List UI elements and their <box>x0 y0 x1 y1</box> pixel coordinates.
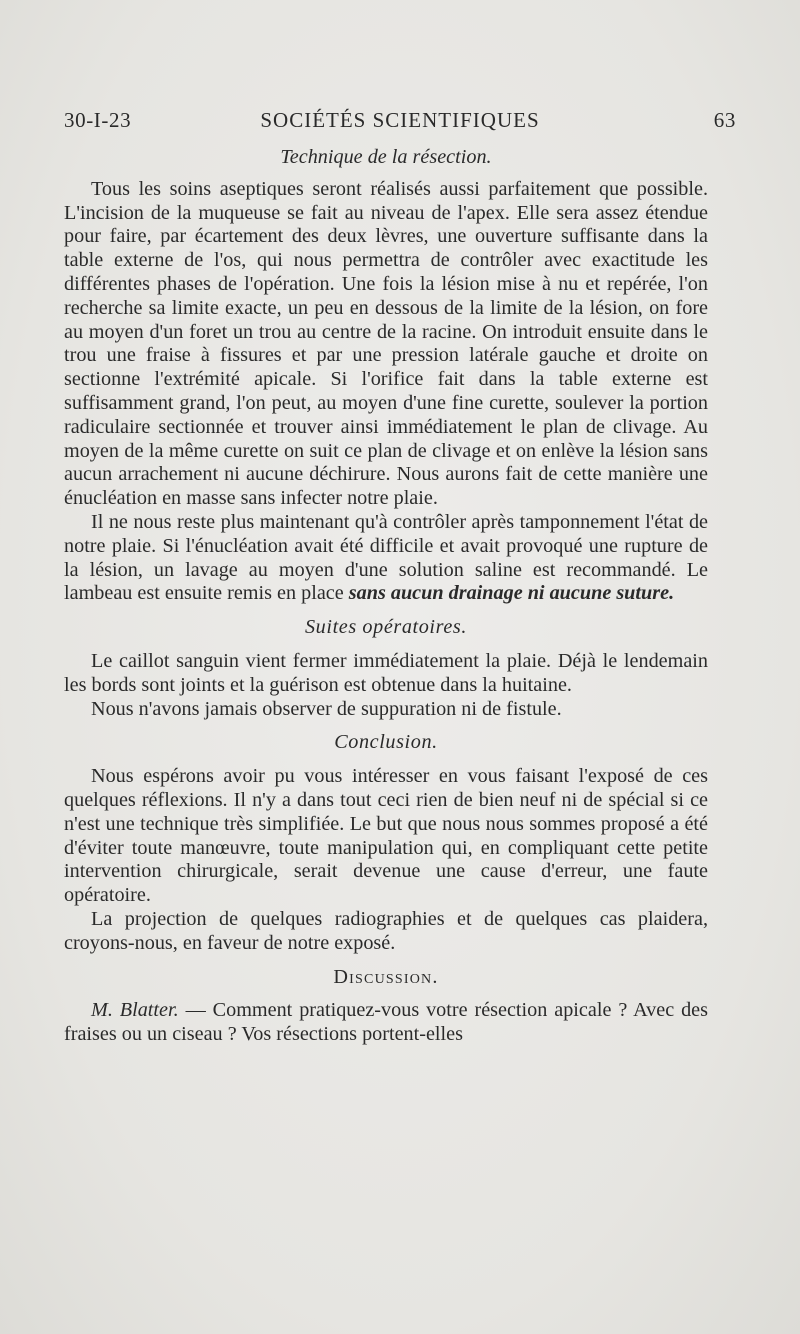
paragraph-conclusion-1: Nous espérons avoir pu vous intéresser en vous faisant l'exposé de ces quelques réflexions. Il n'y a dans tout ceci rien de bien neuf ni de spécial si ce n'est une technique très simplifiée. Le but que nous nous sommes proposé a été d'éviter toute manœuvre, toute manipulation qui, en compliquant cette petite intervention chirurgicale, serait devenue une cause d'erreur, une faute opératoire. <box>64 765 708 907</box>
paragraph-technique-2 <box>64 511 708 606</box>
section-title-discussion: Discussion. <box>333 965 439 988</box>
emphasis-no-drainage: sans aucun drainage ni aucune suture. <box>348 582 675 605</box>
running-header <box>64 108 736 138</box>
paragraph-discussion <box>64 999 708 1047</box>
paragraph-suites-2: Nous n'avons jamais observer de suppuration ni de fistule. <box>91 697 562 720</box>
section-title-suites: Suites opératoires. <box>304 616 468 639</box>
discussion-speaker: M. Blatter. <box>91 999 179 1022</box>
paragraph-technique-2-text: Il ne nous reste plus maintenant qu'à contrôler après tamponnement l'état de notre plaie. Si l'énucléation avait été difficile et avait provoqué une rupture de la lésion, un lavage au moyen d'une solution saline est recommandé. Le lambeau est ensuite remis en place <box>64 510 708 605</box>
header-journal-title: SOCIÉTÉS SCIENTIFIQUES <box>260 108 540 132</box>
paragraph-conclusion-2: La projection de quelques radiographies et de quelques cas plaidera, croyons-nous, en faveur de notre exposé. <box>64 907 708 954</box>
discussion-text: — Comment pratiquez-vous votre résection apicale ? Avec des fraises ou un ciseau ? Vos résections portent-elles <box>64 999 708 1046</box>
page-body <box>64 146 708 1047</box>
section-title-conclusion: Conclusion. <box>334 731 438 754</box>
paragraph-suites-1: Le caillot sanguin vient fermer immédiatement la plaie. Déjà le lendemain les bords sont joints et la guérison est obtenue dans la huitaine. <box>64 649 708 696</box>
paragraph-technique-1: Tous les soins aseptiques seront réalisés aussi parfaitement que possible. L'incision de la muqueuse se fait au niveau de l'apex. Elle sera assez étendue pour faire, par écartement des deux lèvres, une ouverture suffisante dans la table externe de l'os, qui nous permettra de contrôler avec exactitude les différentes phases de l'opération. Une fois la lésion mise à nu et repérée, l'on recherche sa limite exacte, un peu en dessous de la limite de la lésion, on fore au moyen d'un foret un trou au centre de la racine. On introduit ensuite dans le trou une fraise à fissures et par une pression latérale gauche et droite on sectionne l'extrémité apicale. Si l'orifice fait dans la table externe est suffisamment grand, l'on peut, au moyen d'une fine curette, soulever la portion radiculaire sectionnée et trouver ainsi immédiatement le plan de clivage. Au moyen de la même curette on suit ce plan de clivage et on enlève la lésion sans aucun arrachement ni aucune déchirure. Nous aurons fait de cette manière une énucléation en masse sans infecter notre plaie. <box>64 177 708 510</box>
header-date: 30-I-23 <box>64 108 132 132</box>
section-title-technique: Technique de la résection. <box>280 146 492 168</box>
page-number: 63 <box>713 108 736 132</box>
